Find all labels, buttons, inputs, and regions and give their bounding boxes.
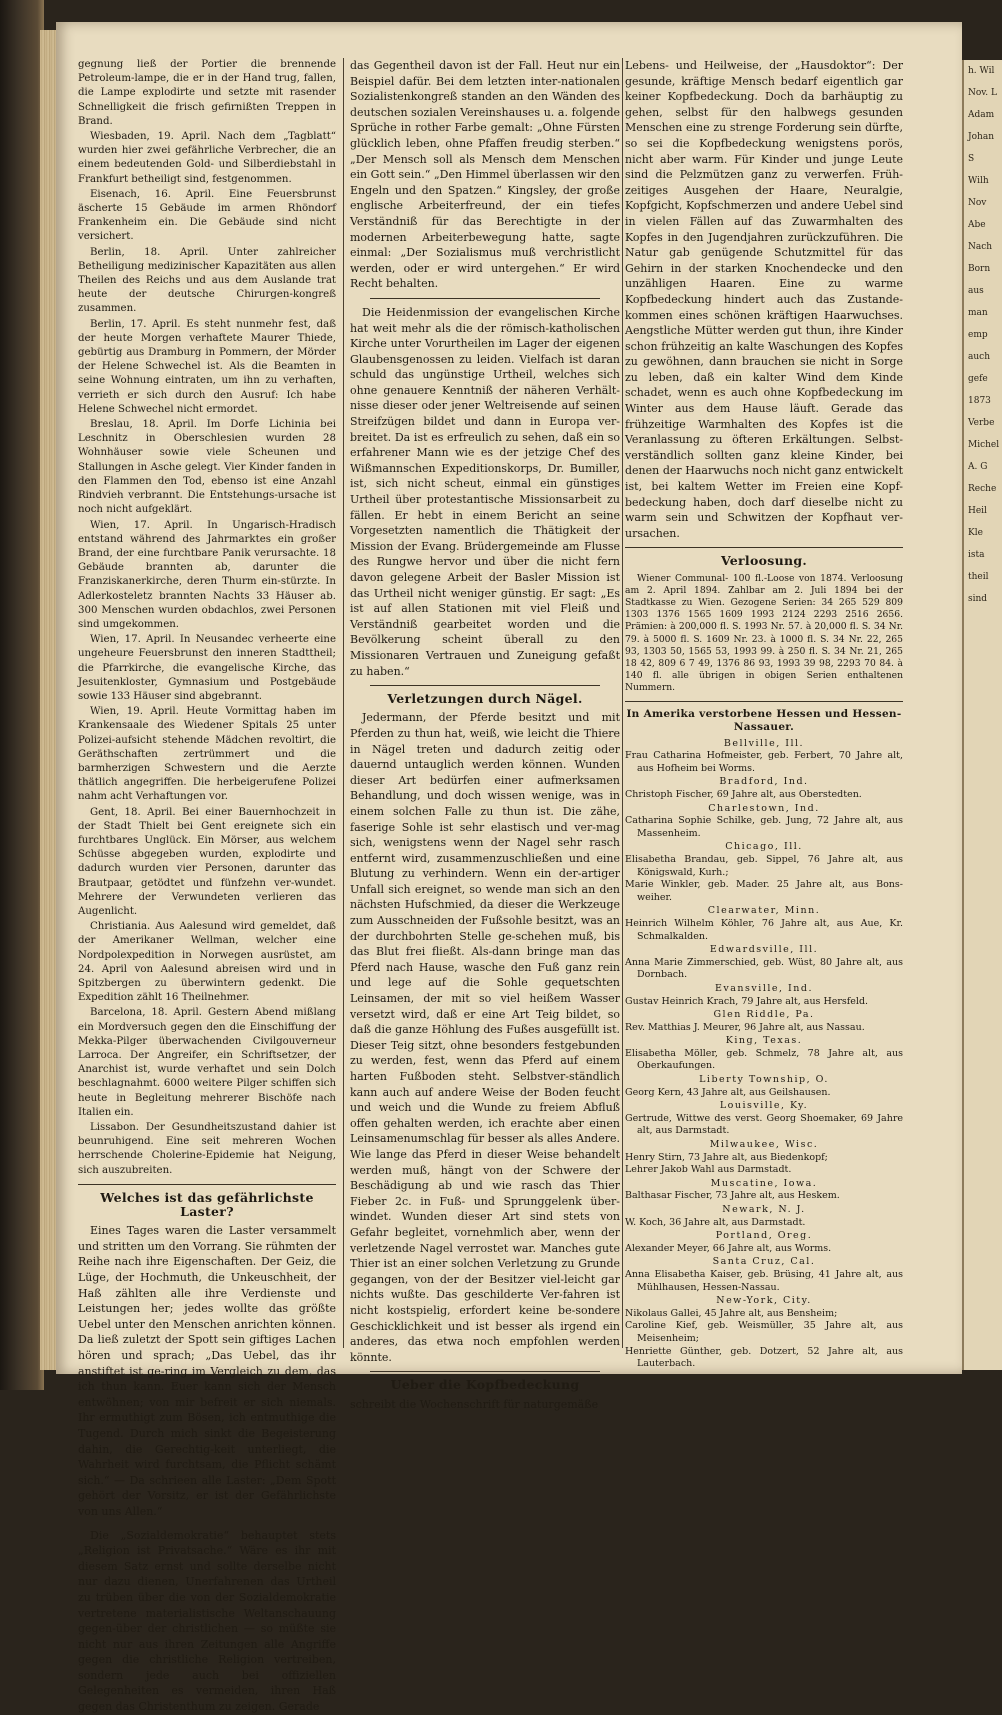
adjacent-page-fragment: aus: [968, 286, 984, 296]
column-rule-2: [622, 58, 623, 1348]
article-body: Die „Sozialdemokratie“ behauptet stets „Religion ist Privatsache.“ Wäre es ihr mit diesem Satz ernst und sollte derselbe nicht nur dazu dienen, Unerfahrenen das Urtheil zu trüben über die von der Sozialdemokratie vertretene materialistische Weltanschauung gegen-über der christlichen — so müßte sie nicht nur aus ihren Zeitungen alle Angriffe gegen die christliche Religion vertreiben, sondern jede auch bei offiziellen Gelegenheiten es vermeiden, ihren Haß gegen das Christenthum zu zeigen. Gerade: [78, 1528, 336, 1714]
section-divider: [625, 701, 903, 702]
news-item: Gent, 18. April. Bei einer Bauernhochzeit in der Stadt Thielt bei Gent ereignete sich ein furchtbares Unglück. Ein Mörser, aus welchem Schüsse abgegeben wurden, explodirte und dadurch wurden vier Personen, darunter das Brautpaar, getödtet und fünfzehn ver-wundet. Mehrere der Verwundeten verlieren das Augenlicht.: [78, 806, 336, 917]
adjacent-page-fragment: emp: [968, 330, 988, 340]
article-body: Die Heidenmission der evangelischen Kirche hat weit mehr als die der römisch-katholischen Kirche unter Vorurtheilen im Lager der eigenen Glaubensgenossen zu leiden. Vielfach ist daran schuld das ungünstige Urtheil, welches sich ohne genauere Kenntniß der näheren Verhält-nisse dieser oder jener Weltreisende auf seinen Streifzügen bildet und dann in Europa ver-breitet. Da ist es erfreulich zu sehen, daß ein so erfahrener Mann wie es der jetzige Chef des Wißmannschen Expeditionskorps, Dr. Bumiller, ist, sich nicht scheut, einmal ein günstiges Urtheil über protestantische Missionsarbeit zu fällen. Er hebt in einem Bericht an seine Vorgesetzten namentlich die Thätigkeit der Mission der Evang. Brüdergemeinde am Flusse des Rungwe hervor und über die nicht fern davon gelegene Arbeit der Basler Mission ist das Urtheil nicht weniger günstig. Er sagt: „Es ist auf allen Stationen mit viel Fleiß und Verständniß gearbeitet worden und die Bevölkerung scheint überall zu den Missionaren Vertrauen und Zuneigung gefaßt zu haben.“: [350, 305, 620, 678]
verlosung-text: Wiener Communal- 100 fl.-Loose von 1874. Verloosung am 2. April 1894. Zahlbar am 2. Juli 1894 bei der Stadtkasse zu Wien. Gezogene Serien: 34 265 529 809 1303 1376 1565 1609 1993 2124 2293 2516 2656. Prämien: à 200,000 fl. S. 1993 Nr. 57. à 20,000 fl. S. 34 Nr. 79. à 5000 fl. S. 1609 Nr. 23. à 1000 fl. S. 34 Nr. 22, 265 93, 1303 50, 1565 53, 1993 99. à 250 fl. S. 34 Nr. 21, 265 18 42, 809 6 7 49, 1376 86 93, 1993 39 98, 2293 70 84. à 140 fl. alle übrigen in obigen Serien enthaltenen Nummern.: [625, 572, 903, 694]
column-rule-1: [343, 58, 344, 1348]
section-divider: [370, 298, 600, 299]
article-body: Eines Tages waren die Laster versammelt und stritten um den Vorrang. Sie rühmten der Reihe nach ihre Eigenschaften. Der Geiz, die Lüge, der Hochmuth, die Unkeuschheit, der Haß zählten alle ihre Verdienste und Leistungen her; jedes wollte das größte Uebel unter den Menschen anrichten können. Da ließ zuletzt der Spott sein giftiges Lachen hören und sprach; „Das Uebel, das ihr anstiftet ist ge-ring im Vergleich zu dem, das ich thun kann. Euer kann sich der Mensch entwöhnen; von mir befreit er sich niemals. Ihr ermuthigt zum Bösen, ich entmuthige die Tugend. Durch mich sinkt die Begeisterung dahin, die Gerechtig-keit unterliegt, die Wahrheit wird furchtsam, die Pflicht schämt sich.“ — Da schrieen alle Laster: „Dem Spott gehört der Vorsitz, er ist der Gefährlichste von uns Allen.“: [78, 1224, 336, 1518]
death-entry: Christoph Fischer, 69 Jahre alt, aus Oberstedten.: [625, 789, 862, 801]
section-divider: [625, 547, 903, 548]
article-body: Lebens- und Heilweise, der „Hausdoktor“: Der gesunde, kräftige Mensch bedarf eigentlich gar keiner Kopfbedeckung. Doch da barhäuptig zu gehen, selbst für den halbwegs gesunden Menschen eine zu strenge Forderung sein dürfte, so sei die Kopfbedeckung wenigstens porös, nicht aber warm. Für Kinder und junge Leute sind die Pelzmützen ganz zu verwerfen. Früh-zeitiges Ausgehen der Haare, Neuralgie, Kopfgicht, Kopfschmerzen und andere Uebel sind in vielen Fällen auf das Zuwarmhalten des Kopfes in den Jugendjahren zurückzuführen. Die Natur gab genügende Schutzmittel für das Gehirn in der starken Knochendecke und den unzähligen Haaren. Eine zu warme Kopfbedeckung hindert auch das Zustande-kommen eines schönen kräftigen Haarwuchses. Aengstliche Mütter werden gut thun, ihre Kinder schon frühzeitig an kalte Waschungen des Kopfes zu gewöhnen, dann brauchen sie nicht in Sorge zu leben, daß ein kalter Wind dem Kinde schadet, wenn es auch ohne Kopfbedeckung im Winter aus dem Hause läuft. Gerade das frühzeitige Warmhalten des Kopfes ist die Veranlassung zu öfteren Erkältungen. Selbst-verständlich sollten ganz kleine Kinder, bei denen der Haarwuchs noch nicht ganz entwickelt ist, bei kaltem Wetter im Freien eine Kopf-bedeckung haben, doch darf dieselbe nicht zu warm sein und Schwitzen der Kopfhaut ver-ursachen.: [625, 59, 903, 540]
death-entry: Henriette Günther, geb. Dotzert, 52 Jahre alt, aus Lauterbach.: [625, 1345, 903, 1370]
death-entry: Catharina Sophie Schilke, geb. Jung, 72 Jahre alt, aus Massenheim.: [625, 815, 903, 839]
book-binding: [0, 0, 44, 1390]
verlosung-heading: Verloosung.: [720, 553, 808, 569]
deaths-heading: In Amerika verstorbene Hessen und Hessen-Nassauer.: [626, 707, 902, 733]
death-entry: Caroline Kief, geb. Weismüller, 35 Jahre alt, aus Meisenheim;: [625, 1320, 903, 1344]
news-item: Berlin, 18. April. Unter zahlreicher Betheiligung medizinischer Kapazitäten aus allen Theilen des Reichs und aus dem Auslande trat heute der deutsche Chirurgen-kongreß zusammen.: [78, 246, 336, 315]
adjacent-page-fragment: Abe: [968, 220, 986, 230]
news-item: Breslau, 18. April. Im Dorfe Lichinia bei Leschnitz in Oberschlesien wurden 28 Wohnhäuser sowie viele Scheunen und Stallungen in Asche gelegt. Vier Kinder fanden in den Flammen den Tod, ebenso ist eine Anzahl Rindvieh verbrannt. Die Entstehungs-ursache ist noch nicht aufgeklärt.: [78, 419, 336, 516]
adjacent-page-fragment: theil: [968, 572, 989, 582]
adjacent-page-fragment: sind: [968, 594, 988, 604]
death-town: New-York, City.: [716, 1295, 812, 1307]
death-town: King, Texas.: [725, 1035, 803, 1047]
adjacent-page-strip: [962, 60, 1002, 1370]
death-town: Bradford, Ind.: [719, 776, 809, 788]
death-entry: Elisabetha Brandau, geb. Sippel, 76 Jahre alt, aus Königswald, Kurh.;: [625, 853, 903, 878]
death-entry: Marie Winkler, geb. Mader. 25 Jahre alt, aus Bons-weiher.: [625, 879, 903, 903]
adjacent-page-fragment: Johan: [968, 132, 994, 142]
death-entry: Frau Catharina Hofmeister, geb. Ferbert, 70 Jahre alt, aus Hofheim bei Worms.: [625, 750, 903, 774]
news-item: Wien, 19. April. Heute Vormittag haben im Krankensaale des Wiedener Spitals 25 unter Polizei-aufsicht stehende Mädchen revoltirt, die Geräthschaften zertrümmert und die barmherzigen Schwestern und die Aerzte thätlich angegriffen. Die herbeigerufene Polizei nahm acht Verhaftungen vor.: [78, 706, 336, 803]
death-town: Edwardsville, Ill.: [709, 944, 819, 956]
adjacent-page-fragment: Adam: [968, 110, 995, 120]
news-item: Christiania. Aus Aalesund wird gemeldet, daß der Amerikaner Wellman, welcher eine Nordpolexpedition in Norwegen ausrüstet, am 24. April von Aalesund abreisen wird und in Spitzbergen zu überwintern gedenkt. Die Expedition zählt 16 Theilnehmer.: [78, 921, 336, 1004]
news-item: Wiesbaden, 19. April. Nach dem „Tagblatt“ wurden hier zwei gefährliche Verbrecher, die an einem bedeutenden Gold- und Silberdiebstahl in Frankfurt betheiligt sind, festgenommen.: [78, 131, 336, 185]
adjacent-page-fragment: gefe: [968, 374, 988, 384]
adjacent-page-fragment: Nov: [968, 198, 987, 208]
adjacent-page-fragment: Michel: [968, 440, 1000, 450]
adjacent-page-fragment: Verbe: [968, 418, 995, 428]
death-entry: Lehrer Jakob Wahl aus Darmstadt.: [625, 1164, 792, 1176]
death-town: Glen Riddle, Pa.: [713, 1009, 815, 1021]
death-town: Milwaukee, Wisc.: [709, 1139, 819, 1151]
article-body: schreibt die Wochenschrift für naturgemäße: [350, 1397, 599, 1411]
adjacent-page-fragment: Reche: [968, 484, 997, 494]
death-town: Evansville, Ind.: [714, 982, 814, 994]
death-entry: Nikolaus Gallei, 45 Jahre alt, aus Bensheim;: [625, 1307, 838, 1319]
death-entry: Anna Elisabetha Kaiser, geb. Brüsing, 41 Jahre alt, aus Mühlhausen, Hessen-Nassau.: [625, 1268, 903, 1293]
death-town: Clearwater, Minn.: [707, 905, 821, 917]
section-divider: [370, 1371, 600, 1372]
column-1: [78, 58, 336, 1714]
death-entry: Elisabetha Möller, geb. Schmelz, 78 Jahre alt, aus Oberkaufungen.: [625, 1047, 903, 1072]
article-body: Jedermann, der Pferde besitzt und mit Pferden zu thun hat, weiß, wie leicht die Thiere in Nägel treten und dadurch zeitig oder dauernd untauglich werden können. Wunden dieser Art bedürfen einer aufmerksamen Behandlung, und doch wissen wenige, was in einem solchen Falle zu thun ist. Die zähe, faserige Sohle ist sehr elastisch und ver-mag sich, wenigstens wenn der Nagel sehr rasch entfernt wird, zusammenzuschließen und eine Blutung zu verhindern. Wenn ein der-artiger Unfall sich ereignet, so wende man sich an den nächsten Hufschmied, da dieser die Werkzeuge zum Ausschneiden der Fußsohle besitzt, was an der durchbohrten Stelle ge-schehen muß, bis das Blut frei fließt. Als-dann bringe man das Pferd nach Hause, wasche den Fuß ganz rein und lege auf die Sohle gequetschten Leinsamen, der mit so viel heißem Wasser versetzt wird, daß er eine Art Teig bildet, so daß die ganze Höhlung des Fußes ausgefüllt ist. Dieser Teig sitzt, ohne besonders festgebunden zu werden, fest, wenn das Pferd auf einem harten Fußboden steht. Selbstver-ständlich kann auch auf andere Weise der Boden feucht und weich und die Wunde zu freiem Abfluß offen gehalten werden, ich erachte aber einen Leinsamenumschlag für besser als alles Andere. Wie lange das Pferd in dieser Weise behandelt werden muß, hängt von der Schwere der Beschädigung ab und wie rasch das Thier Fieber 2c. in Fuß- und Sprunggelenk über-windet. Wunden dieser Art sind stets von Gefahr begleitet, vornehmlich aber, wenn der verletzende Nagel verrostet war. Manches gute Thier ist an einer solchen Verletzung zu Grunde gegangen, von der der Besitzer viel-leicht gar nichts wußte. Das geschilderte Ver-fahren ist nicht kostspielig, erfordert keine be-sondere Geschicklichkeit und ist besser als irgend ein anderes, das etwa noch empfohlen werden könnte.: [350, 711, 620, 1364]
article-heading-kopfbedeckung: Ueber die Kopfbedeckung: [390, 1377, 580, 1393]
death-town: Newark, N. J.: [722, 1204, 806, 1216]
adjacent-page-fragment: Heil: [968, 506, 987, 516]
death-entry: Balthasar Fischer, 73 Jahre alt, aus Heskem.: [625, 1190, 840, 1202]
death-town: Liberty Township, O.: [699, 1074, 829, 1086]
column-2: [350, 58, 620, 1411]
section-divider: [370, 685, 600, 686]
death-entry: Rev. Matthias J. Meurer, 96 Jahre alt, aus Nassau.: [625, 1021, 865, 1033]
adjacent-page-fragment: Wilh: [968, 176, 989, 186]
deaths-list: [625, 738, 903, 1371]
death-town: Bellville, Ill.: [723, 737, 805, 749]
death-town: Chicago, Ill.: [725, 841, 803, 853]
news-item: Berlin, 17. April. Es steht nunmehr fest, daß der heute Morgen verhaftete Maurer Thiede, gebürtig aus Dramburg in Pommern, der Mörder der Helene Schwechel ist. Als die Beamten in seine Wohnung eintraten, um ihn zu verhaften, verrieth er sich durch den Ausruf: Ich habe Helene Schwechel nicht ermordet.: [78, 318, 336, 415]
news-item: Wien, 17. April. In Neusandec verheerte eine ungeheure Feuersbrunst den inneren Stadttheil; die Pfarrkirche, die evangelische Kirche, das Jesuitenkloster, Gymnasium und Postgebäude sowie 133 Häuser sind abgebrannt.: [78, 634, 336, 702]
article-heading-laster: Welches ist das gefährlichste Laster?: [100, 1189, 314, 1220]
news-item: Wien, 17. April. In Ungarisch-Hradisch entstand während des Jahrmarktes ein großer Brand, der eine furchtbare Panik verursachte. 18 Gebäude brannten ab, darunter die Franziskanerkirche, deren Thurm ein-stürzte. In Adlerkosteletz brannten Nachts 33 Häuser ab. 300 Menschen wurden obdachlos, zwei Personen sind umgekommen.: [78, 519, 336, 630]
article-heading-naegel: Verletzungen durch Nägel.: [387, 691, 583, 707]
death-entry: Henry Stirn, 73 Jahre alt, aus Biedenkopf;: [625, 1151, 828, 1163]
news-item: gegnung ließ der Portier die brennende Petroleum-lampe, die er in der Hand trug, fallen, die Lampe explodirte und setzte mit rasender Schnelligkeit die frisch gefirnißten Treppen in Brand.: [78, 59, 336, 127]
adjacent-page-fragment: A. G: [968, 462, 988, 472]
death-entry: Heinrich Wilhelm Köhler, 76 Jahre alt, aus Aue, Kr. Schmalkalden.: [625, 917, 903, 942]
column-3: [625, 58, 903, 1370]
news-item: Eisenach, 16. April. Eine Feuersbrunst äscherte 15 Gebäude im armen Rhöndorf Frankenheim ein. Die Gebäude sind nicht versichert.: [78, 188, 336, 243]
adjacent-page-fragment: S: [968, 154, 975, 164]
adjacent-page-fragment: h. Wil: [968, 66, 995, 76]
death-town: Charlestown, Ind.: [708, 802, 820, 814]
adjacent-page-fragment: ista: [968, 550, 985, 560]
adjacent-page-fragment: Nach: [968, 242, 993, 252]
section-divider: [78, 1184, 336, 1185]
death-entry: W. Koch, 36 Jahre alt, aus Darmstadt.: [625, 1216, 806, 1228]
adjacent-page-fragment: auch: [968, 352, 990, 362]
death-entry: Gertrude, Wittwe des verst. Georg Shoemaker, 69 Jahre alt, aus Darmstadt.: [625, 1112, 903, 1137]
death-town: Portland, Oreg.: [715, 1230, 813, 1242]
death-entry: Alexander Meyer, 66 Jahre alt, aus Worms.: [625, 1242, 832, 1254]
adjacent-page-fragment: Kle: [968, 528, 983, 538]
news-item: Lissabon. Der Gesundheitszustand dahier ist beunruhigend. Eine seit mehreren Wochen herrschende Cholerine-Epidemie hat Neigung, sich auszubreiten.: [78, 1122, 336, 1176]
death-entry: Anna Marie Zimmerschied, geb. Wüst, 80 Jahre alt, aus Dornbach.: [625, 956, 903, 981]
adjacent-page-fragment: man: [968, 308, 988, 318]
adjacent-page-fragment: 1873: [968, 396, 991, 406]
adjacent-page-fragment: Nov. L: [968, 88, 998, 98]
adjacent-page-fragment: Born: [968, 264, 991, 274]
death-entry: Georg Kern, 43 Jahre alt, aus Geilshausen.: [625, 1086, 831, 1098]
death-town: Muscatine, Iowa.: [710, 1177, 818, 1189]
article-body: das Gegentheil davon ist der Fall. Heut nur ein Beispiel dafür. Bei dem letzten inter-nationalen Sozialistenkongreß standen an den Wänden des deutschen sozialen Vereinshauses u. a. folgende Sprüche in rother Farbe gemalt: „Ohne Fürsten glücklich leben, ohne Pfaffen freudig sterben.“ „Der Mensch soll als Mensch dem Menschen ein Gott sein.“ „Den Himmel überlassen wir den Engeln und den Spatzen.“ Kingsley, der große englische Arbeiterfreund, der ein tiefes Verständniß für das Berechtigte in der modernen Arbeiterbewegung hatte, sagte einmal: „Der Sozialismus muß verchristlicht werden, oder er wird untergehen.“ Er wird Recht behalten.: [350, 59, 620, 291]
death-town: Louisville, Ky.: [719, 1100, 809, 1112]
death-town: Santa Cruz, Cal.: [712, 1256, 816, 1268]
death-entry: Gustav Heinrich Krach, 79 Jahre alt, aus Hersfeld.: [625, 995, 869, 1007]
news-item: Barcelona, 18. April. Gestern Abend mißlang ein Mordversuch gegen den die Einschiffung der Mekka-Pilger überwachenden Civilgouverneur Larroca. Der Angreifer, ein Schriftsetzer, der Anarchist ist, wurde verhaftet und sein Dolch beschlagnahmt. 6000 weitere Pilger schiffen sich heute in Begleitung mehrerer Bischöfe nach Italien ein.: [78, 1007, 336, 1118]
